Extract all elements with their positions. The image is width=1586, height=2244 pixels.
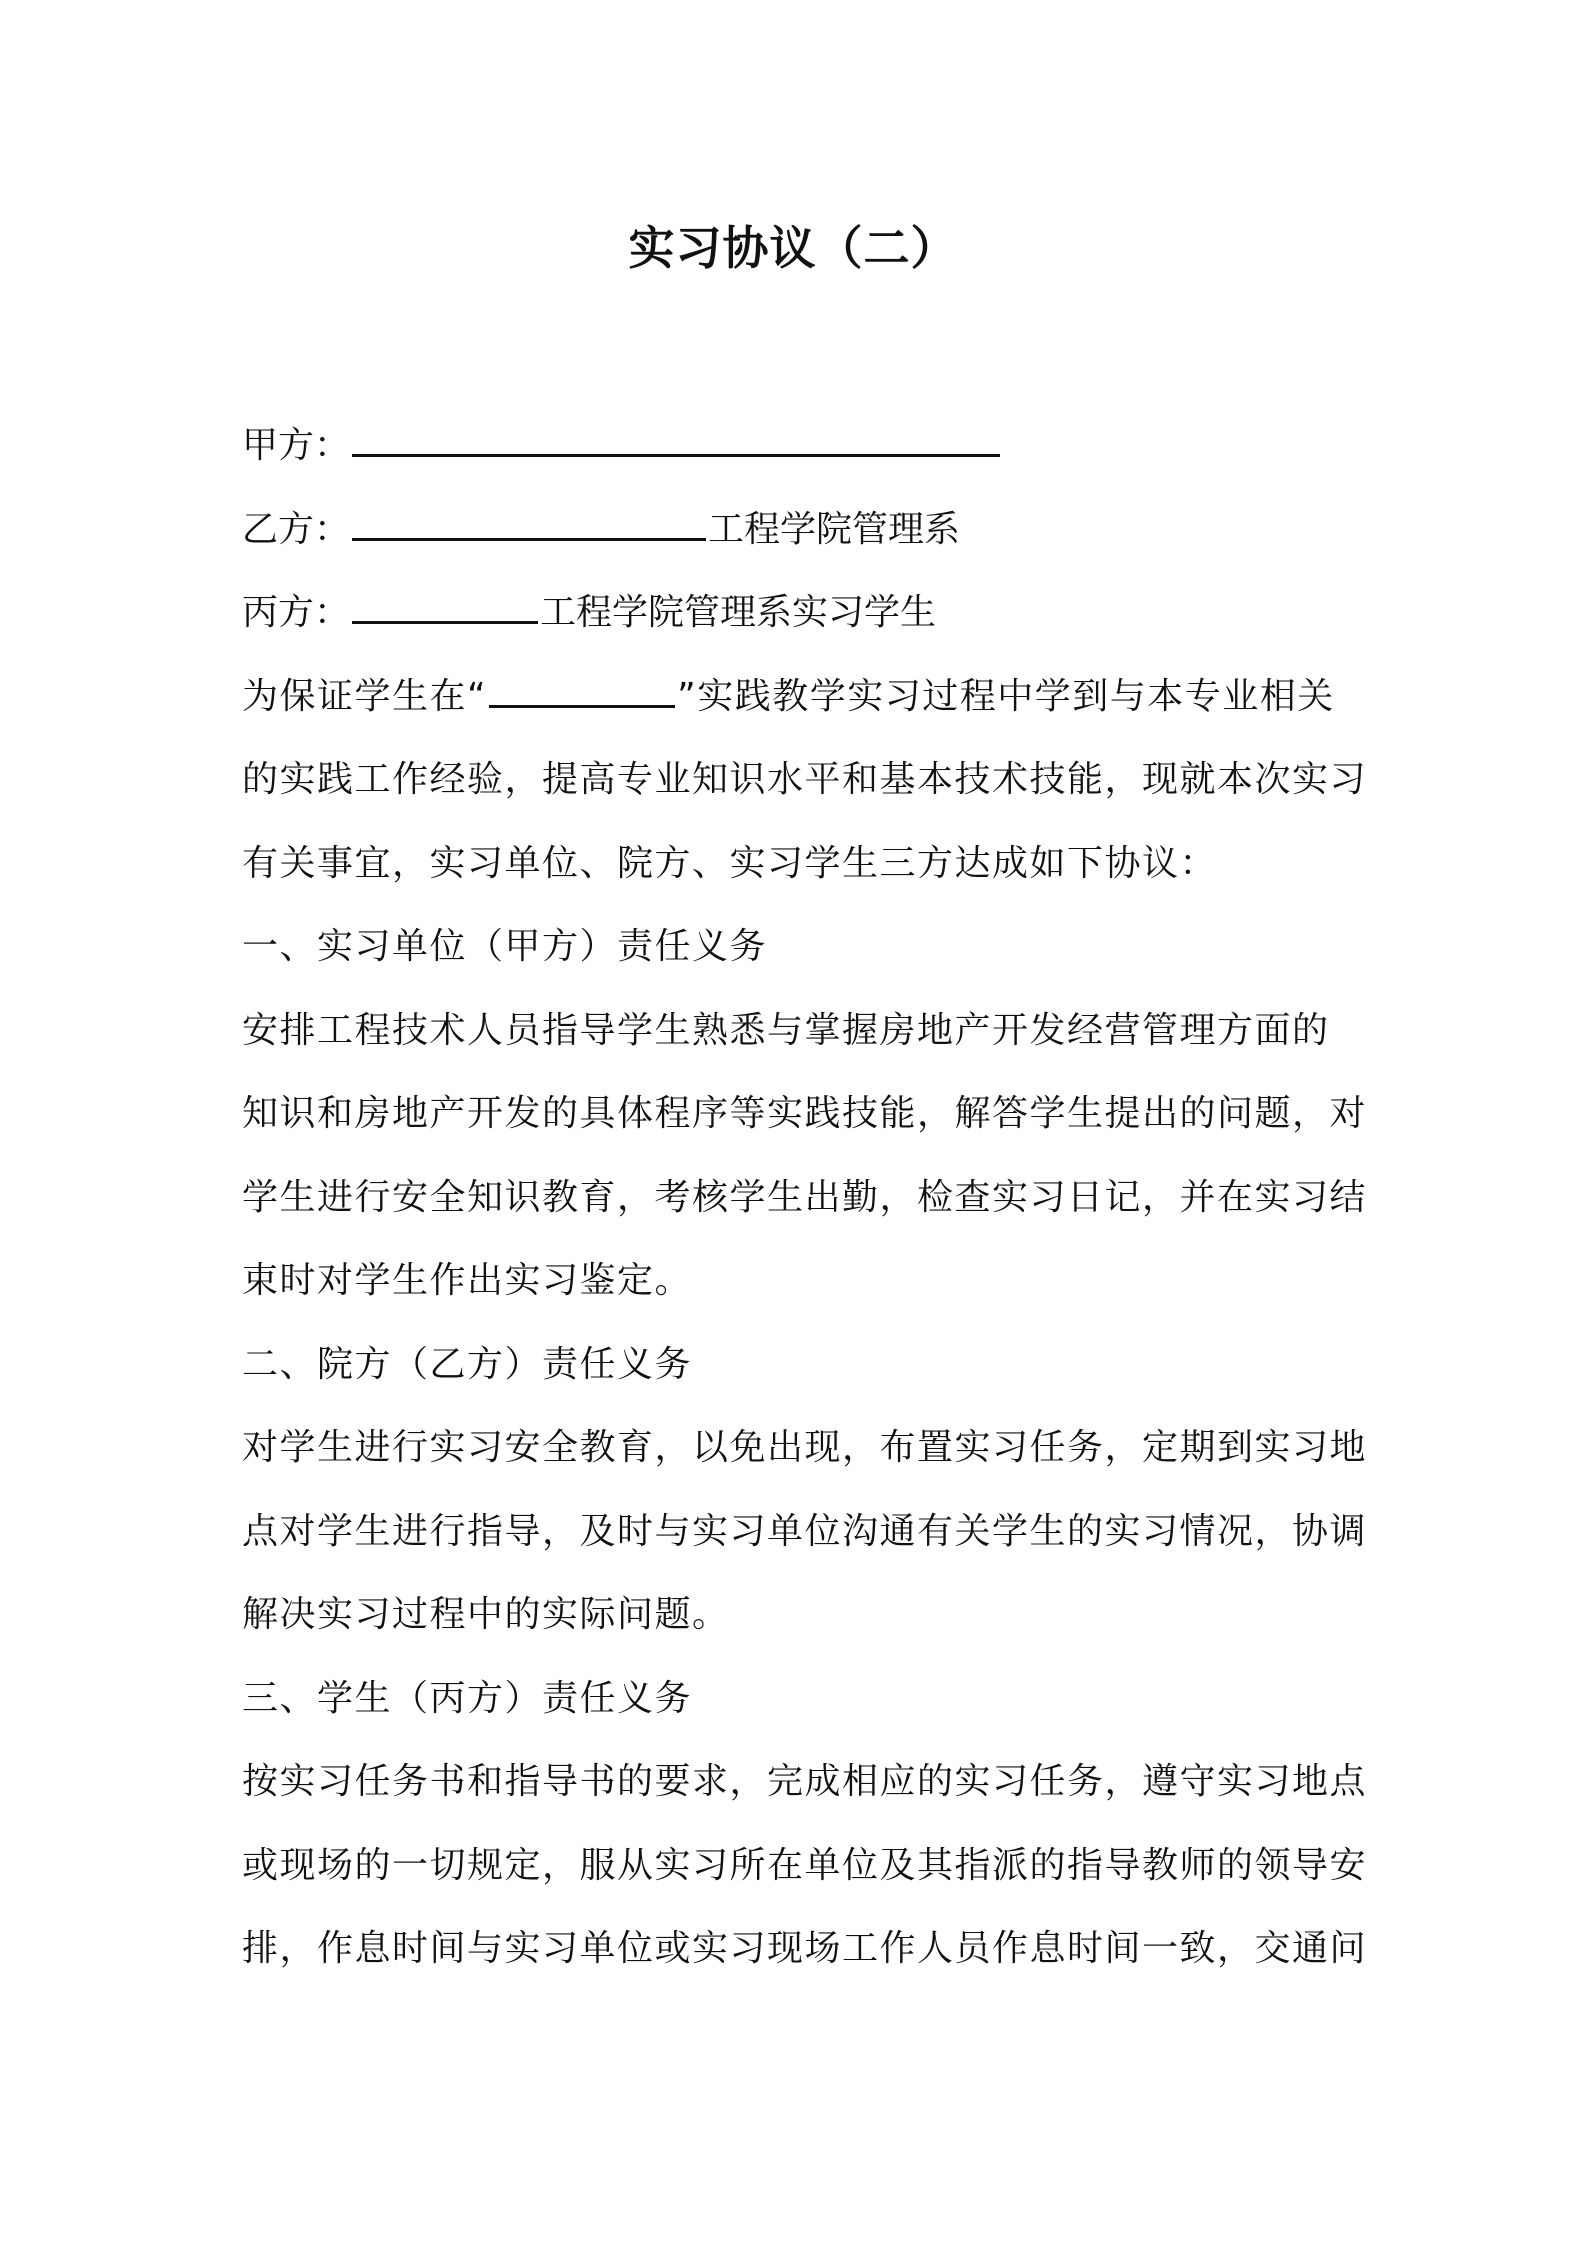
party-a-label: 甲方： — [242, 425, 351, 466]
section-3-line: 按实习任务书和指导书的要求，完成相应的实习任务，遵守实习地点 — [242, 1761, 1368, 1802]
party-a-line — [242, 404, 1354, 488]
section-1-line: 安排工程技术人员指导学生熟悉与掌握房地产开发经营管理方面的 — [242, 1009, 1330, 1051]
party-c-label: 丙方： — [242, 592, 351, 633]
document-title: 实习协议（二） — [628, 221, 958, 275]
section-2-heading: 二、院方（乙方）责任义务 — [242, 1343, 693, 1385]
section-2-line: 对学生进行实习安全教育，以免出现，布置实习任务，定期到实习地 — [242, 1427, 1368, 1468]
party-b-name: 工程学院管理系 — [708, 508, 961, 550]
party-c-blank — [352, 581, 538, 624]
section-1-line: 学生进行安全知识教育，考核学生出勤，检查实习日记，并在实习结 — [242, 1176, 1368, 1218]
section-2-line: 点对学生进行指导，及时与实习单位沟通有关学生的实习情况，协调 — [242, 1510, 1368, 1552]
section-2-line: 解决实习过程中的实际问题。 — [242, 1594, 730, 1635]
document-body — [242, 404, 1368, 1991]
section-3-line: 或现场的一切规定，服从实习所在单位及其指派的指导教师的领导安 — [242, 1844, 1368, 1886]
party-c-name: 工程学院管理系实习学生 — [540, 592, 937, 633]
section-3-heading: 三、学生（丙方）责任义务 — [242, 1677, 693, 1719]
party-b-label: 乙方： — [242, 508, 351, 550]
party-c-line — [242, 571, 1354, 655]
intro-line-1 — [242, 655, 1354, 739]
intro-line-1-suffix: ”实践教学实习过程中学到与本专业相关 — [677, 675, 1335, 717]
party-a-blank — [352, 414, 1000, 457]
section-1-line: 束时对学生作出实习鉴定。 — [242, 1260, 693, 1301]
intro-line-3: 有关事宜，实习单位、院方、实习学生三方达成如下协议： — [242, 842, 1218, 884]
intro-line-1-prefix: 为保证学生在“ — [242, 675, 488, 717]
intro-blank — [489, 665, 675, 708]
party-b-blank — [352, 498, 706, 541]
section-1-line: 知识和房地产开发的具体程序等实践技能，解答学生提出的问题，对 — [242, 1093, 1368, 1134]
section-3-line: 排，作息时间与实习单位或实习现场工作人员作息时间一致，交通问 — [242, 1928, 1368, 1969]
intro-line-2: 的实践工作经验，提高专业知识水平和基本技术技能，现就本次实习 — [242, 759, 1368, 800]
section-1-heading: 一、实习单位（甲方）责任义务 — [242, 926, 768, 967]
party-b-line — [242, 488, 1354, 572]
